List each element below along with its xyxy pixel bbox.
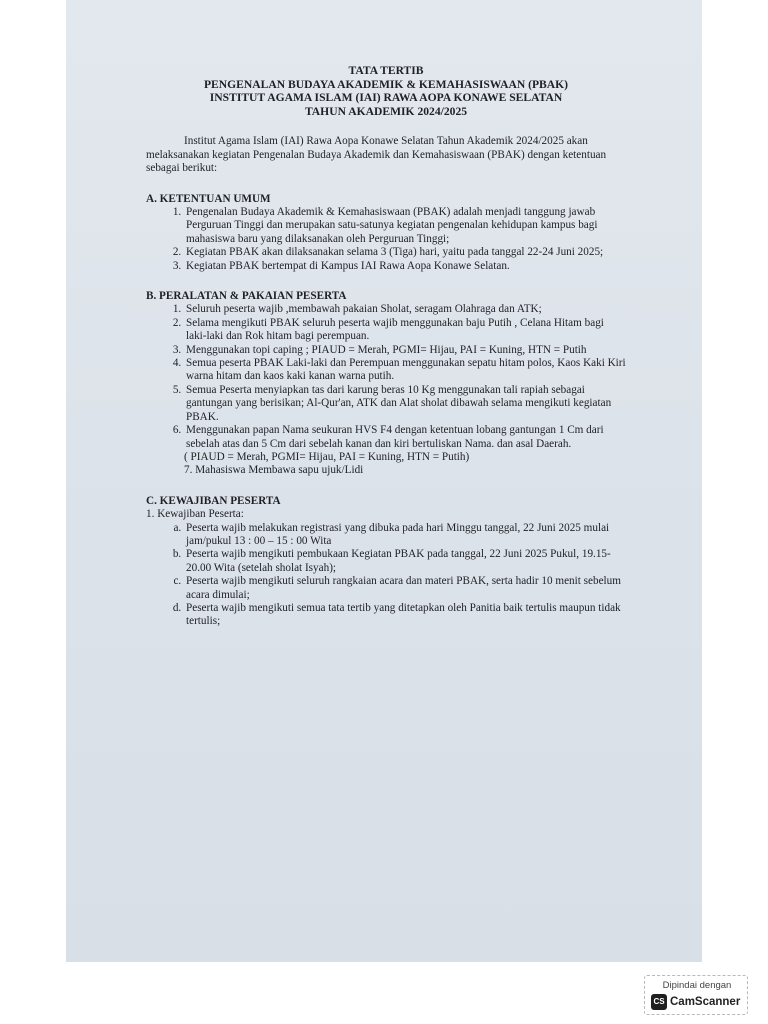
- watermark-brand: CamScanner: [670, 996, 741, 1008]
- title-line: TAHUN AKADEMIK 2024/2025: [304, 104, 468, 118]
- document-title: [146, 64, 626, 118]
- section-a-heading: A. KETENTUAN UMUM: [146, 192, 271, 205]
- section-a-list: [146, 206, 626, 273]
- watermark-caption: Dipindai dengan: [662, 980, 732, 991]
- list-item: b. Peserta wajib mengikuti pembukaan Kegiatan PBAK pada tanggal, 22 Juni 2025 Pukul, 19.15-20.00 Wita (setelah sholat Isyah);: [184, 548, 626, 575]
- scanned-paper: [66, 0, 702, 962]
- title-line: PENGENALAN BUDAYA AKADEMIK & KEMAHASISWAAN (PBAK): [203, 77, 569, 91]
- camscanner-logo-icon: CS: [651, 994, 667, 1010]
- list-item: a. Peserta wajib melakukan registrasi yang dibuka pada hari Minggu tanggal, 22 Juni 2025 mulai jam/pukul 13 : 00 – 15 : 00 Wita: [184, 522, 626, 549]
- section-c-list: [146, 522, 626, 629]
- list-item: 6. Menggunakan papan Nama seukuran HVS F4 dengan ketentuan lobang gantungan 1 Cm dari sebelah atas dan 5 Cm dari sebelah kanan dan kiri bertuliskan Nama. dan asal Daerah.: [184, 424, 626, 451]
- list-item: d. Peserta wajib mengikuti semua tata tertib yang ditetapkan oleh Panitia baik tertulis maupun tidak tertulis;: [184, 602, 626, 629]
- list-item: 3. Menggunakan topi caping ; PIAUD = Merah, PGMI= Hijau, PAI = Kuning, HTN = Putih: [184, 344, 626, 357]
- title-line: INSTITUT AGAMA ISLAM (IAI) RAWA AOPA KONAWE SELATAN: [209, 91, 563, 105]
- section-b-heading: B. PERALATAN & PAKAIAN PESERTA: [146, 290, 347, 303]
- list-item: 4. Semua peserta PBAK Laki-laki dan Perempuan menggunakan sepatu hitam polos, Kaos Kaki Kiri warna hitam dan kaos kaki kanan warna putih.: [184, 357, 626, 384]
- list-item: 2. Kegiatan PBAK akan dilaksanakan selama 3 (Tiga) hari, yaitu pada tanggal 22-24 Juni 2025;: [184, 246, 626, 259]
- list-item: c. Peserta wajib mengikuti seluruh rangkaian acara dan materi PBAK, serta hadir 10 menit sebelum acara dimulai;: [184, 575, 626, 602]
- list-item: 3. Kegiatan PBAK bertempat di Kampus IAI Rawa Aopa Konawe Selatan.: [184, 260, 626, 273]
- list-item: 5. Semua Peserta menyiapkan tas dari karung beras 10 Kg menggunakan tali rapiah sebagai gantungan yang berisikan; Al-Qur'an, ATK dan Alat sholat dibawah selama mengikuti kegiatan PBAK.: [184, 384, 626, 424]
- list-item: 1. Seluruh peserta wajib ,membawah pakaian Sholat, seragam Olahraga dan ATK;: [184, 303, 626, 316]
- list-item: 2. Selama mengikuti PBAK seluruh peserta wajib menggunakan baju Putih , Celana Hitam bagi laki-laki dan Rok hitam bagi perempuan.: [184, 317, 626, 344]
- camscanner-watermark: [644, 975, 748, 1015]
- title-line: TATA TERTIB: [348, 64, 424, 77]
- section-c-subheading: 1. Kewajiban Peserta:: [146, 508, 244, 521]
- section-c-heading: C. KEWAJIBAN PESERTA: [146, 494, 281, 507]
- document-body: [146, 64, 626, 629]
- section-b-item-7: 7. Mahasiswa Membawa sapu ujuk/Lidi: [184, 464, 364, 477]
- list-item: 1. Pengenalan Budaya Akademik & Kemahasiswaan (PBAK) adalah menjadi tanggung jawab Perguruan Tinggi dan merupakan satu-satunya kegiatan pengenalan kehidupan kampus bagi mahasiswa baru yang dilaksanakan oleh Perguruan Tinggi;: [184, 206, 626, 246]
- intro-paragraph: Institut Agama Islam (IAI) Rawa Aopa Konawe Selatan Tahun Akademik 2024/2025 akan melaksanakan kegiatan Pengenalan Budaya Akademik dan Kemahasiswaan (PBAK) dengan ketentuan sebagai berikut:: [146, 135, 607, 175]
- section-b-note: ( PIAUD = Merah, PGMI= Hijau, PAI = Kuning, HTN = Putih): [184, 450, 470, 463]
- section-b-list: [146, 303, 626, 450]
